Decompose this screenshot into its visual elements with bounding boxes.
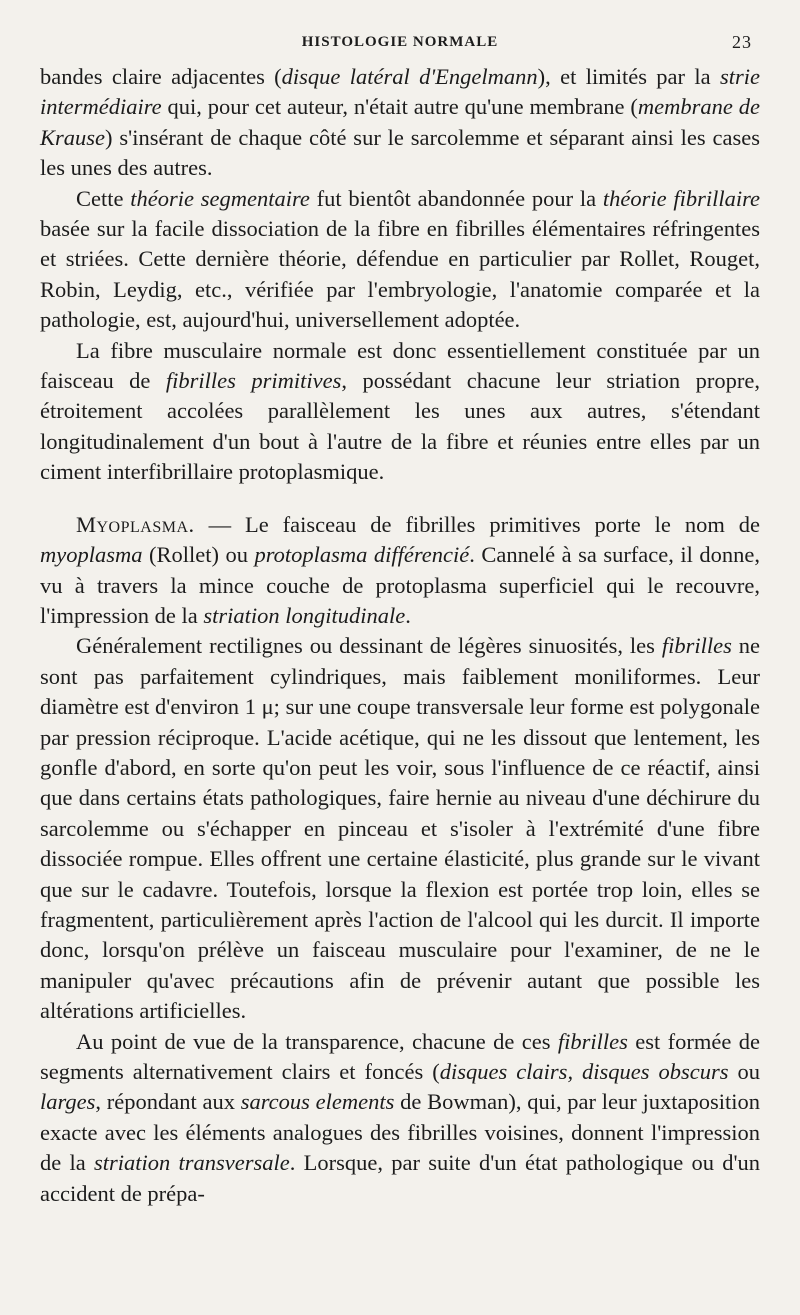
section-gap bbox=[40, 488, 760, 510]
italic-term: membrane de Krause bbox=[40, 94, 760, 150]
text-run: — Le faisceau de fibrilles primitives porte le nom de bbox=[194, 511, 760, 537]
running-title: HISTOLOGIE NORMALE bbox=[301, 34, 499, 50]
text-run: (Rollet) ou bbox=[142, 542, 255, 568]
text-run: basée sur la facile dissociation de la fibre en fibrilles élémentaires réfringentes et striées. Cette dernière théorie, défendue en particulier par Rollet, Rouget, Robin, Leydig, etc., vérifiée par l'embryologie, l'anatomie comparée et la pathologie, est, aujourd'hui, universellement adoptée. bbox=[40, 216, 760, 333]
italic-term: fibrilles bbox=[661, 633, 732, 659]
text-run: ) s'insérant de chaque côté sur le sarcolemme et séparant ainsi les cases les unes des autres. bbox=[40, 124, 760, 181]
text-run: , possédant chacune leur striation propre, étroitement accolées parallèlement les unes aux autres, s'étendant longitudinalement d'un bout à l'autre de la fibre et réunies entre elles par un ciment interfibrillaire protoplasmique. bbox=[40, 368, 760, 485]
italic-term: larges bbox=[40, 1089, 96, 1115]
paragraph-myoplasma bbox=[40, 510, 760, 632]
text-run: bandes claire adjacentes ( bbox=[40, 64, 282, 89]
body-text bbox=[40, 62, 760, 1209]
italic-term: myoplasma bbox=[40, 542, 143, 568]
text-run: ), et limités par la bbox=[537, 64, 720, 89]
italic-term: fibrilles primitives bbox=[165, 368, 342, 394]
italic-term: disque latéral d'Engelmann bbox=[281, 64, 538, 89]
text-run: est formée de segments alternativement clairs et foncés ( bbox=[40, 1028, 760, 1084]
section-heading: Myoplasma. bbox=[76, 511, 195, 537]
text-run: de Bowman), qui, par leur juxtaposition exacte avec les éléments analogues des fibrilles voisines, donnent l'impression de la bbox=[40, 1089, 761, 1176]
italic-term: théorie fibrillaire bbox=[602, 185, 761, 211]
italic-term: strie intermédiaire bbox=[40, 64, 760, 120]
running-header bbox=[40, 22, 760, 62]
text-run: . Lorsque, par suite d'un état pathologique ou d'un accident de prépa- bbox=[40, 1150, 761, 1206]
page-number: 23 bbox=[732, 32, 752, 52]
text-run: . Cannelé à sa surface, il donne, vu à travers la mince couche de protoplasma superficiel qui le recouvre, l'impression de la bbox=[40, 542, 760, 628]
text-run: qui, pour cet auteur, n'était autre qu'une membrane ( bbox=[161, 94, 638, 120]
paragraph-fibrilles bbox=[40, 631, 760, 1026]
text-run: fut bientôt abandonnée pour la bbox=[309, 185, 603, 211]
italic-term: striation longitudinale bbox=[203, 602, 406, 628]
italic-term: disques clairs, disques obscurs bbox=[439, 1059, 729, 1084]
text-run: . bbox=[405, 602, 411, 628]
paragraph-theorie-fibrillaire bbox=[40, 184, 760, 336]
italic-term: protoplasma différencié bbox=[254, 542, 470, 568]
text-run: ne sont pas parfaitement cylindriques, mais faiblement moniliformes. Leur diamètre est d'environ 1 μ; sur une coupe transversale leur forme est polygonale par pression réciproque. L'acide acétique, qui ne les dissout que lentement, les gonfle d'abord, en sorte qu'on peut les voir, sous l'influence de ce réactif, ainsi que dans certains états pathologiques, faire hernie au niveau d'une déchirure du sarcolemme ou s'échapper en pinceau et s'isoler à l'extrémité d'une fibre dissociée rompue. Elles offrent une certaine élasticité, plus grande sur le vivant que sur le cadavre. Toutefois, lorsque la flexion est portée trop loin, elles se fragmentent, particulièrement après l'action de l'alcool qui les durcit. Il importe donc, lorsqu'on prélève un faisceau musculaire pour l'examiner, de ne le manipuler qu'avec précautions afin de prévenir autant que possible les altérations artificielles. bbox=[40, 633, 761, 1024]
italic-term: fibrilles bbox=[557, 1028, 628, 1054]
paragraph-continuation bbox=[40, 62, 760, 184]
text-run: ou bbox=[728, 1059, 761, 1084]
text-run: Au point de vue de la transparence, chacune de ces bbox=[76, 1028, 558, 1054]
text-run: La fibre musculaire normale est donc essentiellement constituée par un faisceau de bbox=[40, 337, 760, 394]
italic-term: sarcous elements bbox=[240, 1089, 395, 1115]
text-run: Cette bbox=[76, 185, 131, 211]
text-run: , répondant aux bbox=[95, 1089, 241, 1115]
paragraph-fibre-musculaire bbox=[40, 336, 760, 488]
italic-term: théorie segmentaire bbox=[130, 185, 310, 211]
paragraph-transparence bbox=[40, 1027, 760, 1209]
italic-term: striation transversale bbox=[93, 1150, 290, 1176]
text-run: Généralement rectilignes ou dessinant de légères sinuosités, les bbox=[76, 633, 662, 659]
